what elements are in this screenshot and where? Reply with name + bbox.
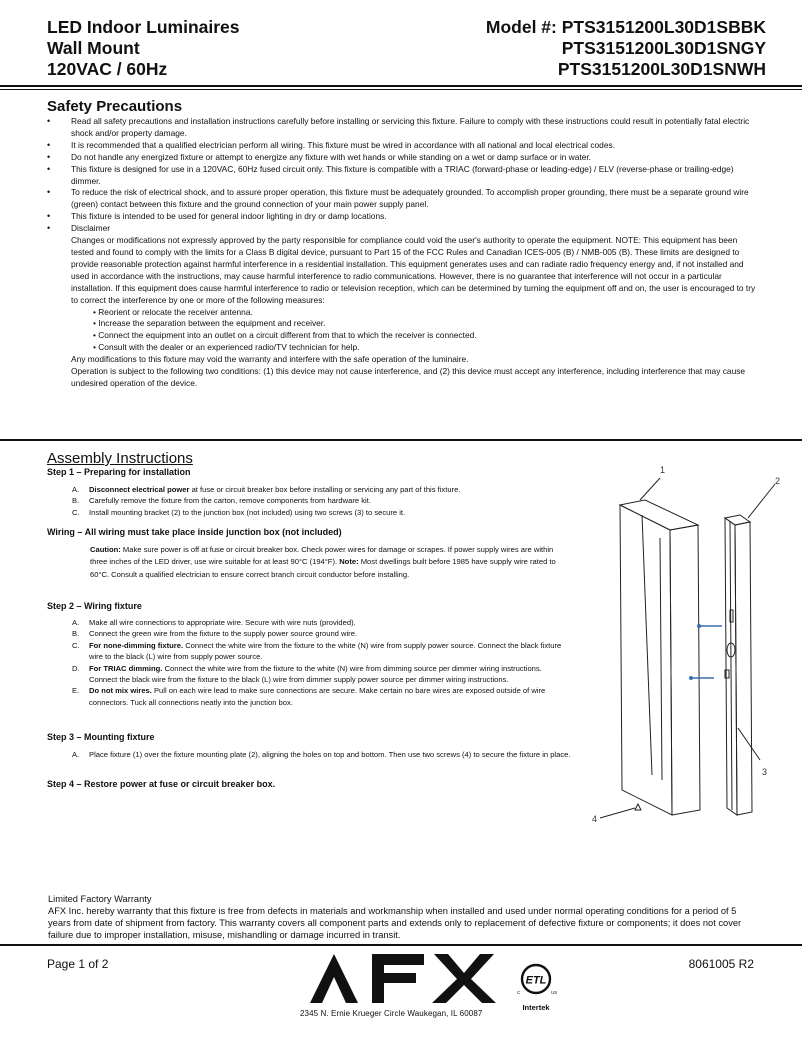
step1-item-a: A. Disconnect electrical power at fuse or circuit breaker box before installing or servicing any part of this fixture. <box>72 485 461 494</box>
svg-text:ETL: ETL <box>525 974 547 987</box>
disclaimer-modifications: Any modifications to this fixture may void the warranty and interfere with the safe operation of the luminaire. <box>71 354 469 365</box>
warranty-title: Limited Factory Warranty <box>48 894 152 904</box>
model-number-2: PTS3151200L30D1SNGY <box>561 38 766 58</box>
step2-title: Step 2 – Wiring fixture <box>47 601 142 611</box>
product-type: LED Indoor Luminaires <box>47 17 240 37</box>
company-address: 2345 N. Ernie Krueger Circle Waukegan, IL 60087 <box>300 1009 483 1018</box>
screws <box>692 626 722 678</box>
fixture-body <box>620 500 700 815</box>
step3-item-a: A. Place fixture (1) over the fixture mounting plate (2), aligning the holes on top and bottom. Then use two screws (4) to secure the fixture in place. <box>72 750 571 759</box>
wiring-title: Wiring – All wiring must take place inside junction box (not included) <box>47 527 342 537</box>
intertek-label: Intertek <box>522 1003 550 1012</box>
callout-4: 4 <box>592 814 598 824</box>
step2-item-e: E. Do not mix wires. Pull on each wire lead to make sure connections are secure. Make certain no bare wires are exposed outside of wire connectors. Tuck all connections neatly into the junction box. <box>72 686 546 707</box>
measure-item: • Consult with the dealer or an experienced radio/TV technician for help. <box>93 342 360 353</box>
safety-item: • This fixture is designed for use in a 120VAC, 60Hz fused circuit only. This fixture is compatible with a TRIAC (forward-phase or leading-edge) / ELV (reverse-phase or trailing-edge) dimmer. <box>47 164 757 188</box>
afx-logo-icon <box>306 951 506 1005</box>
disclaimer-conditions: Operation is subject to the following two conditions: (1) this device may not cause interference, and (2) this device must accept any interference, including interference that may cause undesired operation of the device. <box>71 366 746 388</box>
step1-item-b: B. Carefully remove the fixture from the carton, remove components from hardware kit. <box>72 496 371 506</box>
svg-text:US: US <box>551 990 558 995</box>
voltage-rating: 120VAC / 60Hz <box>47 59 168 79</box>
measure-item: • Connect the equipment into an outlet on a circuit different from that to which the receiver is connected. <box>93 330 477 341</box>
assembly-title: Assembly Instructions <box>47 450 193 467</box>
wiring-caution: Caution: Make sure power is off at fuse or circuit breaker box. Check power wires for damage or scrapes. If power supply wires are within three inches of the LED driver, use wire suitable for at least 90°C (194°F). Note: Most dwellings built before 1985 have supply wire rated to 60°C. Consult a qualified electrician to ensure correct branch circuit conductor before installing. <box>90 545 556 579</box>
step4-title: Step 4 – Restore power at fuse or circuit breaker box. <box>47 779 276 789</box>
step2-item-a: A. Make all wire connections to appropriate wire. Secure with wire nuts (provided). <box>72 618 356 627</box>
model-number-3: PTS3151200L30D1SNWH <box>557 59 766 79</box>
model-numbers <box>486 17 766 80</box>
footer-divider <box>0 944 802 946</box>
step1-title: Step 1 – Preparing for installation <box>47 467 191 477</box>
measure-item: • Reorient or relocate the receiver antenna. <box>93 306 253 317</box>
page-number: Page 1 of 2 <box>47 957 109 971</box>
callout-3: 3 <box>762 767 768 777</box>
step2-list <box>72 617 572 708</box>
measure-item: • Increase the separation between the equipment and receiver. <box>93 318 326 329</box>
mounting-plate <box>725 515 752 815</box>
step3-title: Step 3 – Mounting fixture <box>47 732 155 742</box>
disclaimer <box>47 223 757 390</box>
safety-item: • It is recommended that a qualified electrician perform all wiring. This fixture must be wired in accordance with all national and local electrical codes. <box>47 140 757 152</box>
safety-item: • Read all safety precautions and installation instructions carefully before installing or servicing this fixture. Failure to comply with these instructions could result in potentially fatal electric shock and/or property damage. <box>47 116 757 140</box>
fixture-exploded-diagram <box>580 460 790 830</box>
safety-title: Safety Precautions <box>47 98 183 115</box>
safety-divider <box>0 439 802 441</box>
callout-1: 1 <box>660 465 666 475</box>
warranty <box>48 893 748 941</box>
disclaimer-title: • Disclaimer <box>71 223 111 234</box>
disclaimer-body: Changes or modifications not expressly approved by the party responsible for compliance could void the user's authority to operate the equipment. NOTE: This equipment has been tested and found to comply with the limits for a Class B digital device, pursuant to Part 15 of the FCC Rules and Canadian ICES-005 (B) / NMB-005 (B). These limits are designed to provide reasonable protection against harmful interference in a residential installation. This equipment generates uses and can radiate radio frequency energy and, if not installed and used in accordance with the instructions, may cause harmful interference to radio communications. However, there is no guarantee that interference will not occur in a particular installation. If this equipment does cause harmful interference to radio or television reception, which can be determined by turning the equipment off and on, the user is encouraged to try to correct the interference by one or more of the following measures: <box>71 235 756 305</box>
etl-listed-icon <box>512 961 560 1001</box>
mount-type: Wall Mount <box>47 38 140 58</box>
etl-certification-mark <box>512 961 560 1012</box>
step2-item-d: D. For TRIAC dimming. Connect the white wire from the fixture to the white (N) wire from dimming source per dimmer wiring instructions. Connect the black wire from the fixture to the black (L) wire from dimmer supply power source per dimmer wiring instructions. <box>72 663 542 685</box>
afx-logo <box>306 951 506 1005</box>
callout-2: 2 <box>775 476 781 486</box>
safety-item: • Do not handle any energized fixture or attempt to energize any fixture with wet hands or while standing on a wet or damp surface or in water. <box>47 152 757 164</box>
step1-list <box>72 484 572 518</box>
safety-list <box>47 116 757 390</box>
step2-item-c: C. For none-dimming fixture. Connect the white wire from the fixture to the white (N) wire from supply power source. Connect the black fixture wire to the black (L) wire from supply power source. <box>72 640 562 662</box>
step2-item-b: B. Connect the green wire from the fixture to the supply power source ground wire. <box>72 629 358 639</box>
document-number: 8061005 R2 <box>688 957 754 971</box>
product-title-block <box>47 17 240 80</box>
svg-text:C: C <box>517 990 521 995</box>
header-divider <box>0 85 802 87</box>
model-number-1: Model #: PTS3151200L30D1SBBK <box>485 17 766 37</box>
warranty-body: AFX Inc. hereby warranty that this fixture is free from defects in materials and workmanship when installed and used under normal operating conditions for a period of 5 years from date of shipment from factory. This warranty covers all component parts and extends only to replacement of defective fixture or components; it does not cover failure due to improper installation, misuse, mishandling or damage incurred in transit. <box>48 906 742 940</box>
step3-list <box>72 749 572 760</box>
safety-item: • This fixture is intended to be used for general indoor lighting in dry or damp locations. <box>47 211 757 223</box>
safety-item: • To reduce the risk of electrical shock, and to assure proper operation, this fixture must be adequately grounded. To accomplish proper grounding, there must be a separate ground wire (green) contact between this fixture and the ground connection of your main power supply panel. <box>47 187 757 211</box>
header-divider-thin <box>0 89 802 90</box>
step1-item-c: C. Install mounting bracket (2) to the junction box (not included) using two screws (3) to secure it. <box>72 507 406 517</box>
